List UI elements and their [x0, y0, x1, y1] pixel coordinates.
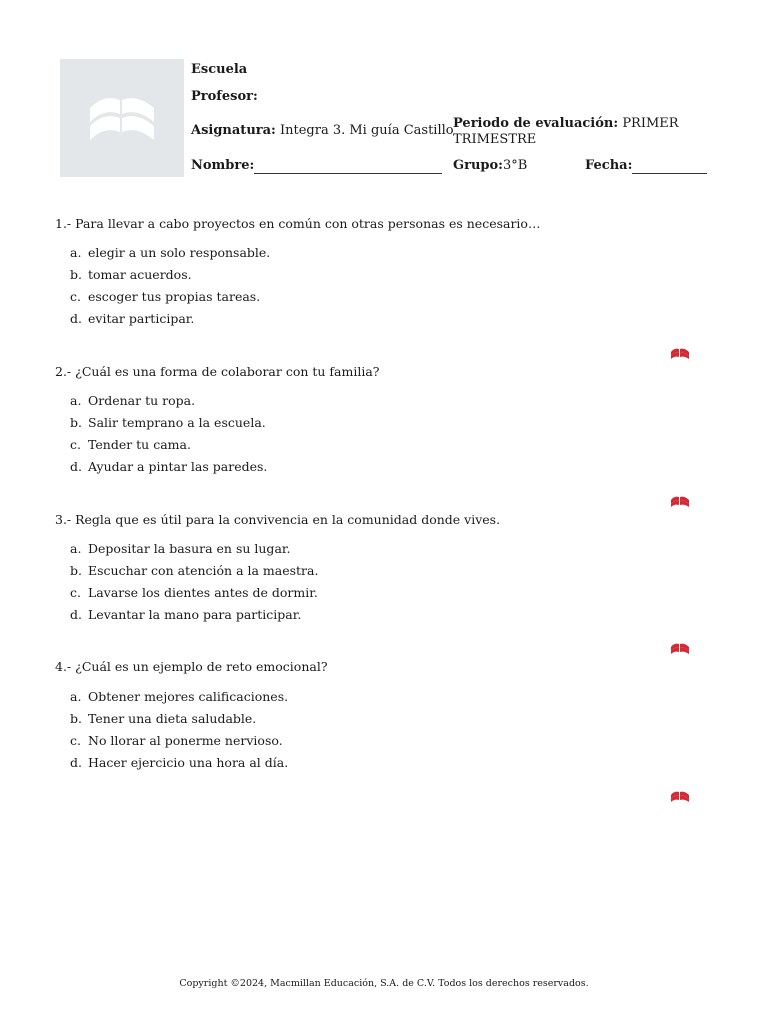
option-letter: b. — [70, 711, 82, 726]
option-letter: a. — [70, 393, 82, 408]
option-2c[interactable] — [70, 437, 267, 459]
question-2-options — [70, 393, 267, 481]
profesor-label: Profesor: — [191, 89, 258, 104]
question-3-options — [70, 541, 318, 629]
option-letter: d. — [70, 311, 82, 326]
question-2: 2.- ¿Cuál es una forma de colaborar con tu familia? — [55, 364, 380, 379]
grupo-field — [453, 158, 527, 174]
periodo-value-line2: TRIMESTRE — [453, 132, 537, 147]
option-letter: c. — [70, 289, 81, 304]
option-text: Ordenar tu ropa. — [88, 393, 196, 408]
question-4: 4.- ¿Cuál es un ejemplo de reto emocional? — [55, 659, 328, 674]
grupo-label: Grupo: — [453, 158, 503, 173]
option-4c[interactable] — [70, 733, 288, 755]
option-text: Salir temprano a la escuela. — [88, 415, 266, 430]
option-text: escoger tus propias tareas. — [88, 289, 261, 304]
option-text: Levantar la mano para participar. — [88, 607, 302, 622]
option-4a[interactable] — [70, 689, 288, 711]
periodo-label: Periodo de evaluación: — [453, 116, 619, 131]
option-3b[interactable] — [70, 563, 318, 585]
option-letter: b. — [70, 415, 82, 430]
option-1b[interactable] — [70, 267, 270, 289]
option-letter: b. — [70, 563, 82, 578]
option-letter: c. — [70, 437, 81, 452]
option-letter: c. — [70, 733, 81, 748]
option-2a[interactable] — [70, 393, 267, 415]
option-text: Lavarse los dientes antes de dormir. — [88, 585, 318, 600]
macmillan-mark-icon — [670, 345, 690, 359]
option-text: Tener una dieta saludable. — [88, 711, 257, 726]
nombre-label: Nombre: — [191, 158, 255, 173]
school-logo — [60, 59, 184, 177]
copyright-footer: Copyright ©2024, Macmillan Educación, S.A. de C.V. Todos los derechos reservados. — [179, 978, 589, 989]
question-4-options — [70, 689, 288, 777]
option-text: tomar acuerdos. — [88, 267, 192, 282]
option-text: Hacer ejercicio una hora al día. — [88, 755, 289, 770]
option-1a[interactable] — [70, 245, 270, 267]
macmillan-mark-icon — [670, 640, 690, 654]
fecha-blank-line[interactable] — [632, 161, 707, 174]
option-letter: a. — [70, 245, 82, 260]
question-1: 1.- Para llevar a cabo proyectos en común con otras personas es necesario… — [55, 216, 541, 231]
macmillan-logo-icon — [86, 88, 158, 148]
nombre-blank-line[interactable] — [254, 161, 442, 174]
grupo-value: 3°B — [502, 158, 528, 173]
periodo-field — [453, 116, 703, 148]
fecha-label: Fecha: — [585, 158, 633, 173]
option-letter: c. — [70, 585, 81, 600]
option-text: Depositar la basura en su lugar. — [88, 541, 291, 556]
option-letter: b. — [70, 267, 82, 282]
option-3c[interactable] — [70, 585, 318, 607]
option-text: Escuchar con atención a la maestra. — [88, 563, 319, 578]
option-1d[interactable] — [70, 311, 270, 333]
option-text: evitar participar. — [88, 311, 195, 326]
option-letter: d. — [70, 607, 82, 622]
option-letter: a. — [70, 541, 82, 556]
asignatura-label: Asignatura: — [191, 123, 276, 138]
option-text: Tender tu cama. — [88, 437, 191, 452]
question-3: 3.- Regla que es útil para la convivencia en la comunidad donde vives. — [55, 512, 501, 527]
option-2d[interactable] — [70, 459, 267, 481]
macmillan-mark-icon — [670, 788, 690, 802]
option-4d[interactable] — [70, 755, 288, 777]
option-text: Ayudar a pintar las paredes. — [88, 459, 268, 474]
option-3a[interactable] — [70, 541, 318, 563]
option-letter: a. — [70, 689, 82, 704]
option-4b[interactable] — [70, 711, 288, 733]
periodo-value-line1: PRIMER — [622, 116, 679, 131]
option-3d[interactable] — [70, 607, 318, 629]
question-1-options — [70, 245, 270, 333]
escuela-label: Escuela — [191, 62, 248, 77]
macmillan-mark-icon — [670, 493, 690, 507]
nombre-field — [191, 158, 442, 174]
fecha-field — [585, 158, 707, 174]
asignatura-value: Integra 3. Mi guía Castillo — [279, 123, 454, 138]
option-letter: d. — [70, 459, 82, 474]
asignatura-field — [191, 123, 454, 139]
option-1c[interactable] — [70, 289, 270, 311]
option-text: elegir a un solo responsable. — [88, 245, 271, 260]
option-text: Obtener mejores calificaciones. — [88, 689, 289, 704]
option-text: No llorar al ponerme nervioso. — [88, 733, 283, 748]
option-2b[interactable] — [70, 415, 267, 437]
option-letter: d. — [70, 755, 82, 770]
